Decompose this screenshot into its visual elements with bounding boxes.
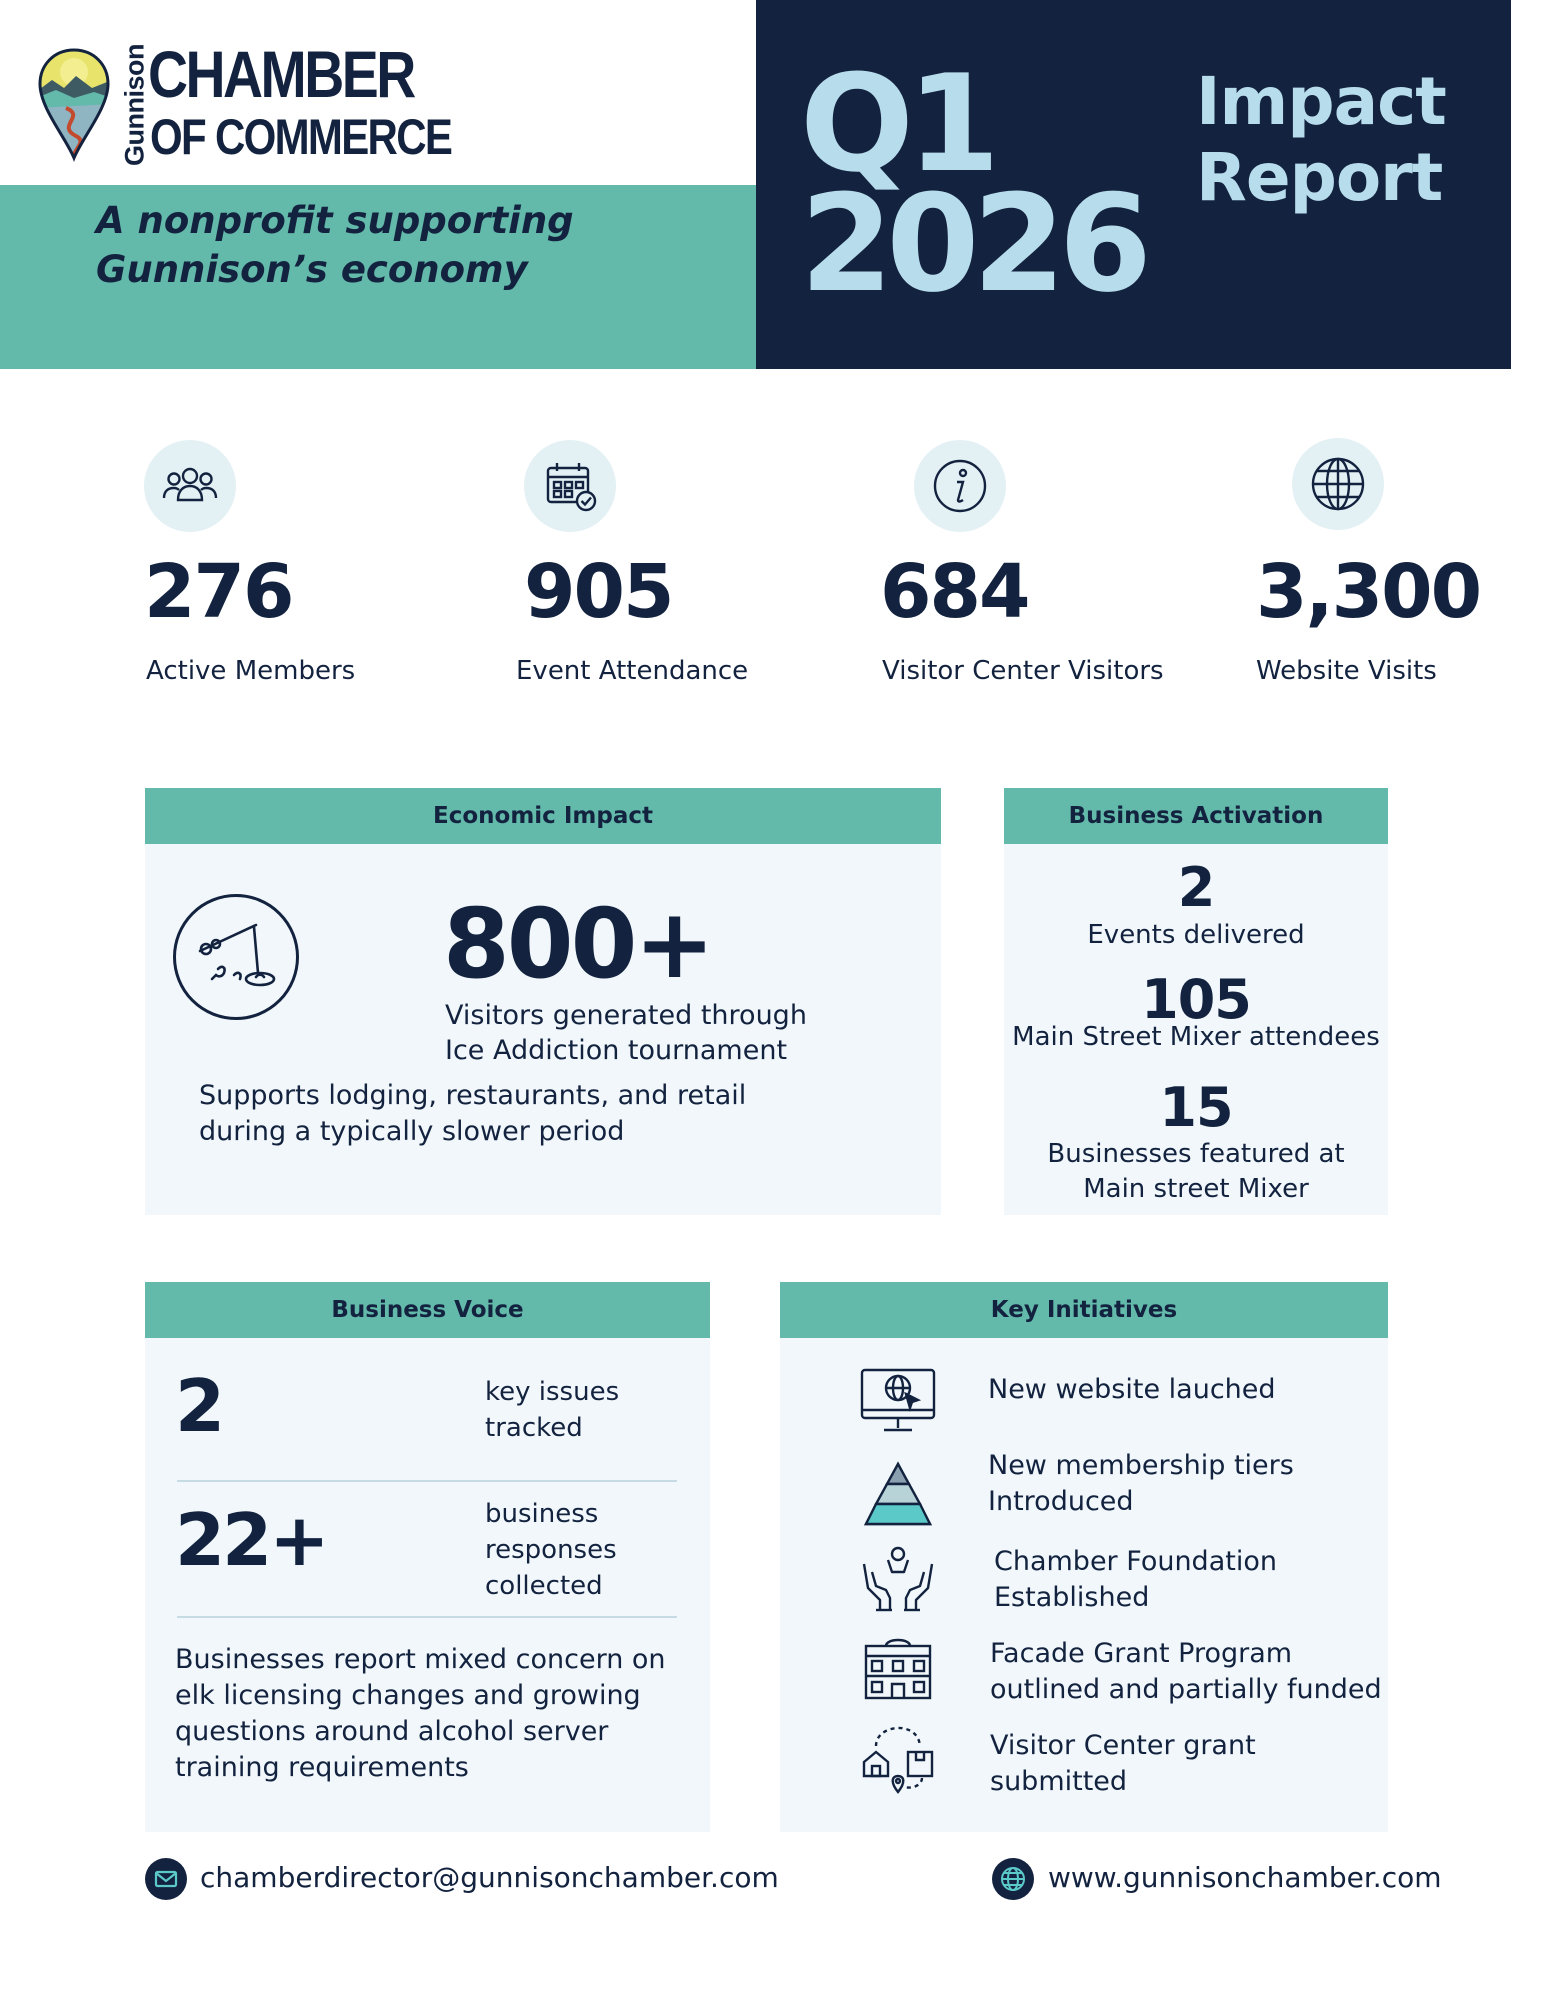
- business-activation-title: Business Activation: [1068, 803, 1324, 829]
- economic-impact-header: [145, 788, 941, 844]
- tagline-line-1: A nonprofit supporting: [96, 199, 574, 242]
- calendar-check-icon: [524, 440, 616, 532]
- logo-subtitle: OF COMMERCE: [150, 109, 452, 165]
- events-delivered-value: 2: [1177, 856, 1215, 919]
- quarter-label: Q1: [800, 46, 994, 202]
- key-issues-value: 2: [175, 1364, 223, 1448]
- email-icon: [145, 1858, 187, 1900]
- initiative-facade-label: Facade Grant Program outlined and partially funded: [990, 1638, 1382, 1705]
- economic-impact-note: Supports lodging, restaurants, and retail during a typically slower period: [199, 1080, 747, 1147]
- business-voice-panel: [145, 1282, 710, 1832]
- business-voice-title: Business Voice: [331, 1297, 524, 1323]
- storefront-icon: [858, 1634, 938, 1706]
- key-initiatives-title: Key Initiatives: [990, 1297, 1178, 1323]
- businesses-featured-label: Businesses featured at Main street Mixer: [1047, 1139, 1345, 1204]
- event-attendance-value: 905: [524, 549, 673, 635]
- route-map-icon: [858, 1714, 938, 1786]
- divider: [177, 1616, 677, 1618]
- initiative-foundation-label: Chamber Foundation Established: [994, 1546, 1277, 1613]
- pyramid-tiers-icon: [858, 1460, 938, 1532]
- people-group-icon: [144, 440, 236, 532]
- initiative-visitor-grant-label: Visitor Center grant submitted: [990, 1730, 1256, 1797]
- divider: [177, 1480, 677, 1482]
- report-title: [1196, 64, 1496, 216]
- website-visits-value: 3,300: [1256, 549, 1481, 635]
- business-activation-header: [1004, 788, 1388, 844]
- business-responses-label: business responses collected: [485, 1499, 617, 1601]
- website-link[interactable]: www.gunnisonchamber.com: [1048, 1861, 1442, 1894]
- initiative-membership-label: New membership tiers Introduced: [988, 1450, 1294, 1517]
- economic-impact-panel: [145, 788, 941, 1215]
- logo-title: CHAMBER: [148, 37, 414, 111]
- globe-icon: [1292, 438, 1384, 530]
- business-voice-note: Businesses report mixed concern on elk licensing changes and growing questions around alcohol server training requirements: [175, 1644, 666, 1783]
- active-members-label: Active Members: [146, 656, 356, 686]
- economic-impact-label-line-1: Visitors generated through: [445, 1000, 807, 1031]
- economic-impact-value: 800+: [443, 888, 712, 1000]
- logo-vertical-label: Gunnison: [119, 44, 150, 166]
- visitor-center-value: 684: [880, 549, 1029, 635]
- businesses-featured-value: 15: [1159, 1076, 1233, 1139]
- globe-icon: [992, 1858, 1034, 1900]
- business-responses-value: 22+: [175, 1498, 327, 1582]
- initiative-website-label: New website lauched: [988, 1374, 1276, 1405]
- chamber-logo-icon: [36, 46, 112, 164]
- report-title-line-2: Report: [1196, 139, 1443, 216]
- tagline-line-2: Gunnison’s economy: [96, 248, 528, 291]
- contact-email-link[interactable]: chamberdirector@gunnisonchamber.com: [200, 1861, 779, 1894]
- active-members-value: 276: [144, 549, 293, 635]
- report-title-line-1: Impact: [1196, 63, 1446, 140]
- mixer-attendees-label: Main Street Mixer attendees: [1012, 1022, 1380, 1052]
- key-initiatives-panel: [780, 1282, 1388, 1832]
- tagline: [96, 196, 716, 294]
- event-attendance-label: Event Attendance: [516, 656, 749, 686]
- info-icon: [914, 440, 1006, 532]
- visitor-center-label: Visitor Center Visitors: [882, 656, 1164, 686]
- economic-impact-label: [445, 998, 825, 1068]
- website-visits-label: Website Visits: [1256, 656, 1437, 686]
- ice-fishing-icon: [173, 894, 299, 1020]
- website-monitor-icon: [858, 1366, 938, 1438]
- hands-support-icon: [858, 1542, 938, 1614]
- economic-impact-title: Economic Impact: [433, 803, 653, 829]
- mixer-attendees-value: 105: [1141, 968, 1251, 1031]
- events-delivered-label: Events delivered: [1087, 920, 1305, 950]
- economic-impact-label-line-2: Ice Addiction tournament: [445, 1035, 788, 1066]
- key-issues-label: key issues tracked: [485, 1377, 620, 1443]
- key-initiatives-header: [780, 1282, 1388, 1338]
- business-activation-panel: [1004, 788, 1388, 1215]
- year-label: 2026: [800, 166, 1145, 322]
- business-voice-header: [145, 1282, 710, 1338]
